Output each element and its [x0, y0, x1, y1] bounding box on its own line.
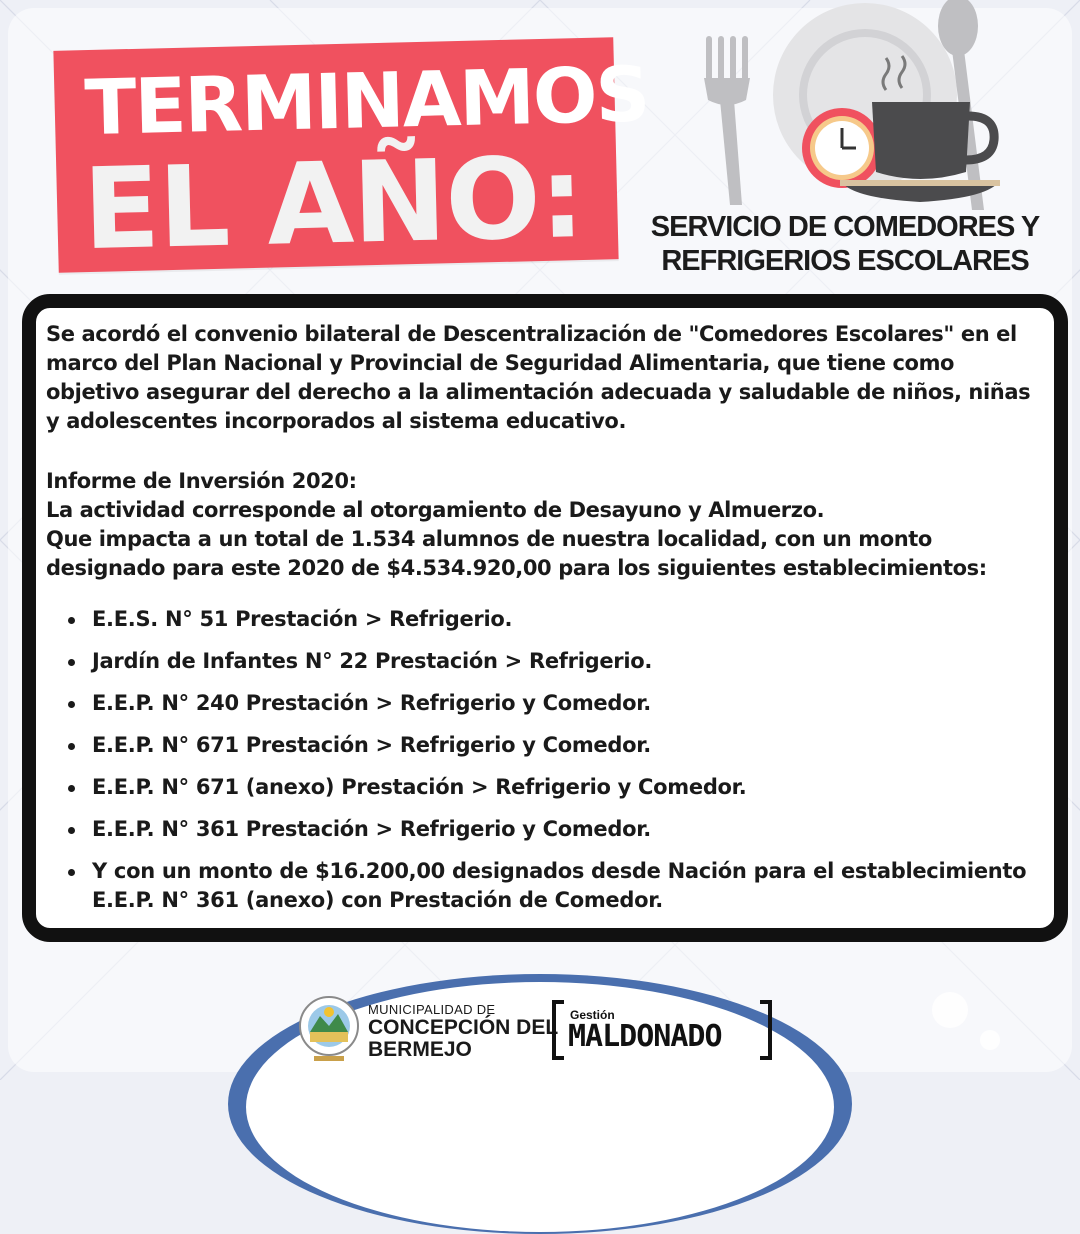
list-item	[46, 815, 1036, 844]
bullet-icon	[68, 827, 75, 834]
list-item-text: E.E.P. N° 240 Prestación > Refrigerio y Comedor.	[92, 691, 651, 715]
municipality-line-2: BERMEJO	[368, 1038, 472, 1061]
bracket-left-icon	[552, 1000, 564, 1060]
list-item	[46, 773, 1036, 802]
meal-illustration	[690, 0, 1030, 230]
list-item	[46, 731, 1036, 760]
footer-logos	[290, 990, 790, 1070]
list-item-text: E.E.P. N° 671 (anexo) Prestación > Refrigerio y Comedor.	[92, 775, 747, 799]
list-item-text: Y con un monto de $16.200,00 designados desde Nación para el establecimiento E.E.P. N° 361 (anexo) con Prestación de Comedor.	[92, 859, 1027, 912]
fork-icon	[704, 36, 750, 205]
info-card-content	[46, 320, 1036, 928]
info-card	[22, 294, 1068, 942]
report-line-2-end: para los siguientes establecimientos:	[551, 556, 987, 580]
clock-icon	[802, 108, 882, 188]
headline-line-1: TERMINAMOS	[83, 49, 650, 153]
report-line-2	[46, 525, 1036, 583]
list-item-text: E.E.S. N° 51 Prestación > Refrigerio.	[92, 607, 513, 631]
gestion-logo	[552, 1000, 772, 1062]
bullet-icon	[68, 785, 75, 792]
list-item	[46, 647, 1036, 676]
list-item-text: E.E.P. N° 361 Prestación > Refrigerio y Comedor.	[92, 817, 651, 841]
bullet-icon	[68, 617, 75, 624]
establishments-list	[46, 605, 1036, 915]
municipality-line-1: CONCEPCIÓN DEL	[368, 1016, 559, 1039]
bullet-icon	[68, 659, 75, 666]
municipality-label: MUNICIPALIDAD DE	[368, 1002, 496, 1017]
list-item	[46, 857, 1036, 915]
report-amount: $4.534.920,00	[386, 556, 552, 580]
gestion-name: MALDONADO	[568, 1019, 722, 1054]
list-item-text: E.E.P. N° 671 Prestación > Refrigerio y Comedor.	[92, 733, 651, 757]
gestion-label: Gestión	[570, 1008, 615, 1022]
municipality-name	[368, 1002, 568, 1061]
list-item	[46, 605, 1036, 634]
report-title: Informe de Inversión 2020:	[46, 469, 357, 493]
list-item-text: Jardín de Infantes N° 22 Prestación > Refrigerio.	[92, 649, 653, 673]
subtitle-line-1: SERVICIO DE COMEDORES Y	[650, 211, 1040, 243]
bullet-icon	[68, 743, 75, 750]
bracket-right-icon	[760, 1000, 772, 1060]
report-line-1: La actividad corresponde al otorgamiento de Desayuno y Almuerzo.	[46, 498, 825, 522]
bullet-icon	[68, 869, 75, 876]
headline-banner	[53, 37, 650, 276]
bullet-icon	[68, 701, 75, 708]
intro-paragraph: Se acordó el convenio bilateral de Descentralización de "Comedores Escolares" en el marco del Plan Nacional y Provincial de Seguridad Alimentaria, que tiene como objetivo asegurar del derecho a la alimentación adecuada y saludable de niños, niñas y adolescentes incorporados al sistema educativo.	[46, 322, 1031, 433]
subtitle-line-2: REFRIGERIOS ESCOLARES	[661, 245, 1029, 277]
municipality-crest-icon	[298, 992, 360, 1064]
list-item	[46, 689, 1036, 718]
subtitle	[630, 210, 1060, 278]
report-line-2-start: Que impacta a un total de 1.534 alumnos de nuestra localidad, con un monto designado para este 2020 de	[46, 527, 932, 580]
headline-line-2: EL AÑO:	[81, 132, 585, 276]
